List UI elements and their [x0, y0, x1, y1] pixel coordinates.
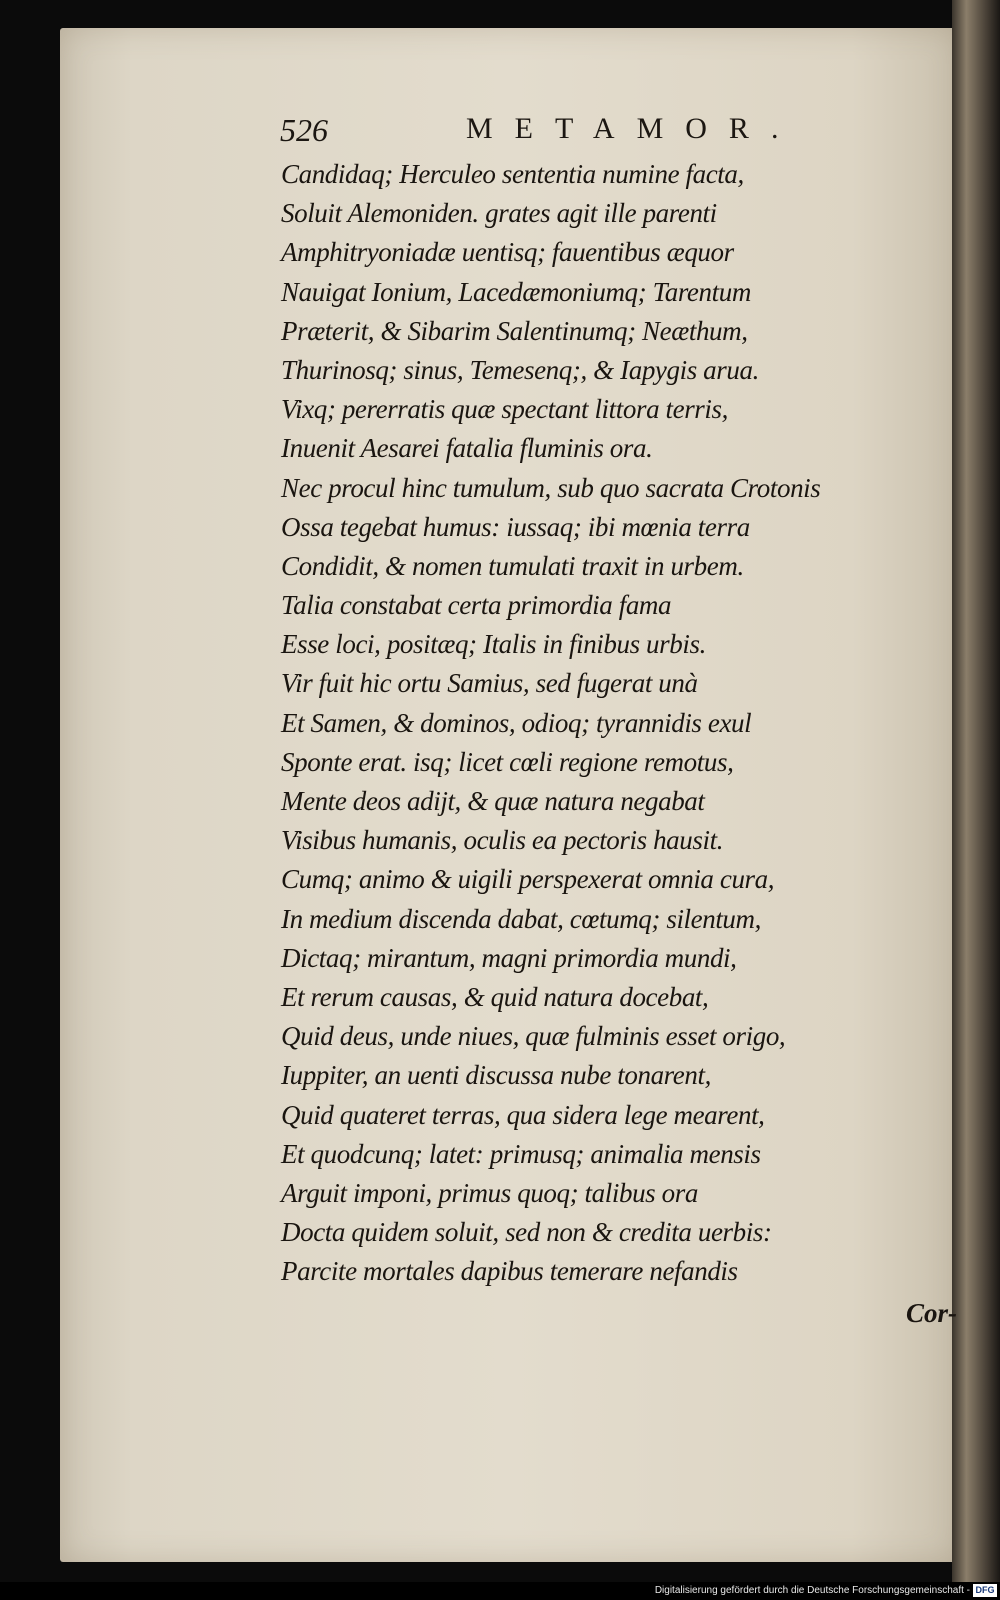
- verse-text: [281, 155, 891, 1291]
- verse-line: Thurinosq; sinus, Temesenq;, & Iapygis arua.: [281, 354, 759, 385]
- verse-line: Iuppiter, an uenti discussa nube tonarent,: [281, 1060, 711, 1091]
- verse-line: Esse loci, positæq; Italis in finibus urbis.: [281, 629, 706, 660]
- verse-line: Nauigat Ionium, Lacedæmoniumq; Tarentum: [281, 276, 751, 307]
- verse-line: Ossa tegebat humus: iussaq; ibi mœnia terra: [281, 511, 750, 542]
- verse-line: Arguit imponi, primus quoq; talibus ora: [281, 1177, 698, 1208]
- verse-line: Candidaq; Herculeo sententia numine facta,: [281, 159, 744, 189]
- verse-line: Docta quidem soluit, sed non & credita uerbis:: [281, 1217, 772, 1248]
- verse-line: Talia constabat certa primordia fama: [281, 590, 672, 621]
- verse-line: Cumq; animo & uigili perspexerat omnia cura,: [281, 864, 775, 895]
- book-gutter: [952, 0, 1000, 1600]
- verse-line: Visibus humanis, oculis ea pectoris hausit.: [281, 825, 724, 856]
- verse-line: Quid quateret terras, qua sidera lege mearent,: [281, 1099, 765, 1130]
- page-header: [280, 112, 820, 150]
- page-number: 526: [280, 112, 328, 148]
- verse-line: Nec procul hinc tumulum, sub quo sacrata Crotonis: [281, 472, 821, 503]
- running-head: METAMOR.: [466, 112, 801, 145]
- verse-line: Et quodcunq; latet: primusq; animalia mensis: [281, 1138, 761, 1169]
- verse-line: Amphitryoniadæ uentisq; fauentibus æquor: [281, 237, 734, 268]
- digitization-credit: Digitalisierung gefördert durch die Deutsche Forschungsgemeinschaft -: [654, 1585, 970, 1596]
- verse-line: Præterit, & Sibarim Salentinumq; Neæthum,: [281, 315, 748, 346]
- verse-line: Inuenit Aesarei fatalia fluminis ora.: [281, 433, 653, 464]
- verse-line: Vir fuit hic ortu Samius, sed fugerat unà: [281, 668, 698, 699]
- verse-line: Parcite mortales dapibus temerare nefandis: [281, 1256, 738, 1287]
- verse-line: Condidit, & nomen tumulati traxit in urbem.: [281, 550, 744, 581]
- catchword: Cor-: [906, 1298, 958, 1328]
- verse-line: Et Samen, & dominos, odioq; tyrannidis exul: [281, 707, 752, 738]
- verse-line: Mente deos adijt, & quæ natura negabat: [281, 786, 705, 816]
- verse-line: Vixq; pererratis quæ spectant littora terris,: [281, 394, 728, 425]
- verse-line: Et rerum causas, & quid natura docebat,: [281, 981, 709, 1012]
- verse-line: Dictaq; mirantum, magni primordia mundi,: [281, 942, 737, 973]
- verse-line: Soluit Alemoniden. grates agit ille parenti: [281, 198, 717, 229]
- verse-line: In medium discenda dabat, cœtumq; silentum,: [281, 903, 761, 934]
- verse-line: Sponte erat. isq; licet cœli regione remotus,: [281, 746, 734, 777]
- verse-line: Quid deus, unde niues, quæ fulminis esset origo,: [281, 1021, 786, 1052]
- dfg-logo: DFG: [973, 1584, 997, 1597]
